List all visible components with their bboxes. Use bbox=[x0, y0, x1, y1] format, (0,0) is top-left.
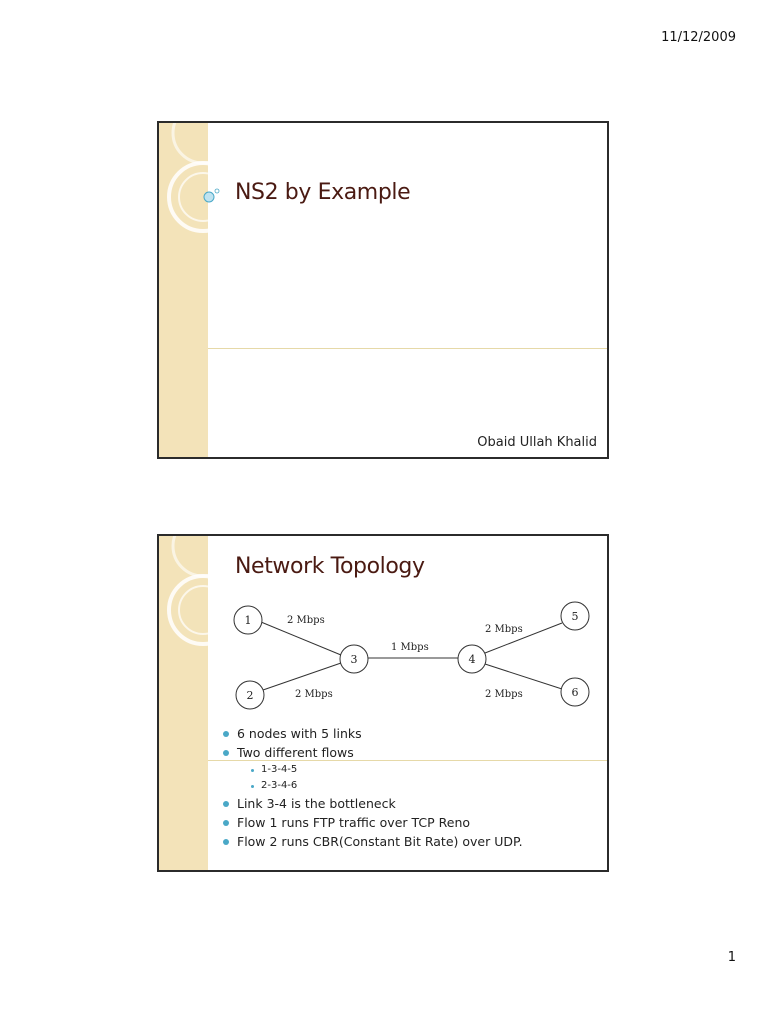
link-label-4-6: 2 Mbps bbox=[485, 689, 523, 700]
bullet-dot-icon bbox=[223, 820, 229, 826]
bullet-item: Two different flows 1-3-4-5 2-3-4-6 bbox=[221, 743, 523, 794]
sub-bullet-dot-icon bbox=[251, 769, 254, 772]
link-1-3 bbox=[261, 622, 341, 655]
svg-text:4: 4 bbox=[468, 653, 476, 666]
bullet-item: Link 3-4 is the bottleneck bbox=[221, 794, 523, 813]
divider-line bbox=[208, 348, 607, 349]
bullet-dot-icon bbox=[223, 801, 229, 807]
svg-text:6: 6 bbox=[571, 686, 579, 699]
node-1 bbox=[234, 606, 262, 634]
slide-title: NS2 by Example bbox=[235, 180, 411, 205]
network-topology-diagram bbox=[225, 598, 595, 718]
node-6 bbox=[561, 678, 589, 706]
bullet-dot-icon bbox=[223, 839, 229, 845]
page-date: 11/12/2009 bbox=[661, 30, 736, 45]
node-2 bbox=[236, 681, 264, 709]
svg-text:5: 5 bbox=[571, 610, 579, 623]
decorative-circles bbox=[159, 123, 239, 263]
slide-2 bbox=[157, 534, 609, 872]
bullet-dot-icon bbox=[223, 750, 229, 756]
bullet-dot-icon bbox=[223, 731, 229, 737]
sub-bullet-item: 1-3-4-5 bbox=[237, 762, 523, 778]
link-4-6 bbox=[485, 664, 562, 689]
link-label-3-4: 1 Mbps bbox=[391, 642, 429, 653]
bullet-item: Flow 1 runs FTP traffic over TCP Reno bbox=[221, 813, 523, 832]
svg-text:2: 2 bbox=[246, 689, 254, 702]
node-4 bbox=[458, 645, 486, 673]
bullet-item: 6 nodes with 5 links bbox=[221, 724, 523, 743]
node-5 bbox=[561, 602, 589, 630]
link-label-4-5: 2 Mbps bbox=[485, 624, 523, 635]
page-number: 1 bbox=[727, 950, 736, 965]
link-label-2-3: 2 Mbps bbox=[295, 689, 333, 700]
link-label-1-3: 2 Mbps bbox=[287, 615, 325, 626]
author-name: Obaid Ullah Khalid bbox=[477, 435, 597, 450]
node-3 bbox=[340, 645, 368, 673]
svg-text:3: 3 bbox=[350, 653, 358, 666]
sub-bullet-list bbox=[237, 762, 523, 794]
bullet-list bbox=[221, 724, 523, 851]
svg-text:1: 1 bbox=[244, 614, 252, 627]
sub-bullet-item: 2-3-4-6 bbox=[237, 778, 523, 794]
slide-1 bbox=[157, 121, 609, 459]
sub-bullet-dot-icon bbox=[251, 785, 254, 788]
link-2-3 bbox=[263, 663, 341, 690]
bullet-item: Flow 2 runs CBR(Constant Bit Rate) over UDP. bbox=[221, 832, 523, 851]
slide-title: Network Topology bbox=[235, 554, 425, 579]
